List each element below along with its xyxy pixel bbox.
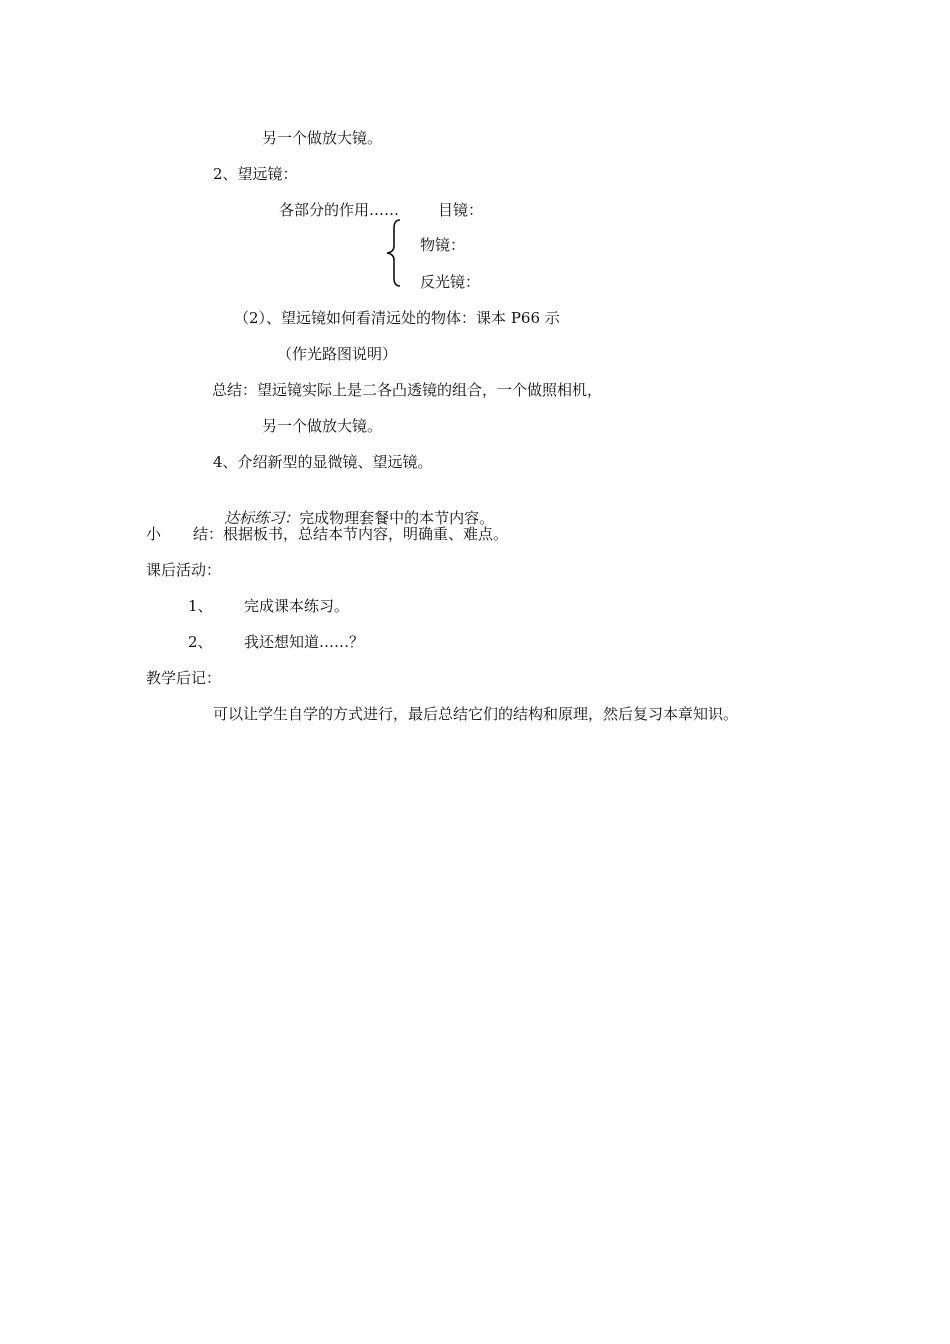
text-line: （作光路图说明） xyxy=(277,345,398,363)
section-heading-notes: 教学后记： xyxy=(146,669,222,687)
list-item-text: 我还想知道……？ xyxy=(244,633,365,651)
summary-label-a: 小 xyxy=(146,525,162,543)
list-item-reflector: 反光镜： xyxy=(420,273,481,291)
list-number: 2、 xyxy=(188,633,213,651)
text-line: 各部分的作用…… xyxy=(279,201,400,219)
list-item-eyepiece: 目镜： xyxy=(438,201,484,219)
section-heading-after-class: 课后活动： xyxy=(146,561,222,579)
list-item-objective: 物镜： xyxy=(420,236,466,254)
text-line: 另一个做放大镜。 xyxy=(262,129,383,147)
curly-brace-icon xyxy=(384,218,404,288)
text-line: （2）、望远镜如何看清远处的物体：课本 P66 示 xyxy=(234,309,560,327)
summary-line: 总结：望远镜实际上是二各凸透镜的组合，一个做照相机， xyxy=(212,381,603,399)
section-heading-telescope: 2、望远镜： xyxy=(213,165,298,183)
list-number: 1、 xyxy=(188,597,213,615)
practice-label: 达标练习： xyxy=(224,509,300,527)
text-line: 4、介绍新型的显微镜、望远镜。 xyxy=(213,453,433,471)
notes-text: 可以让学生自学的方式进行，最后总结它们的结构和原理，然后复习本章知识。 xyxy=(213,705,739,723)
text-line: 另一个做放大镜。 xyxy=(262,417,383,435)
practice-text: 完成物理套餐中的本节内容。 xyxy=(299,509,495,527)
list-item-text: 完成课本练习。 xyxy=(244,597,350,615)
summary-label-b: 结：根据板书，总结本节内容，明确重、难点。 xyxy=(193,525,509,543)
